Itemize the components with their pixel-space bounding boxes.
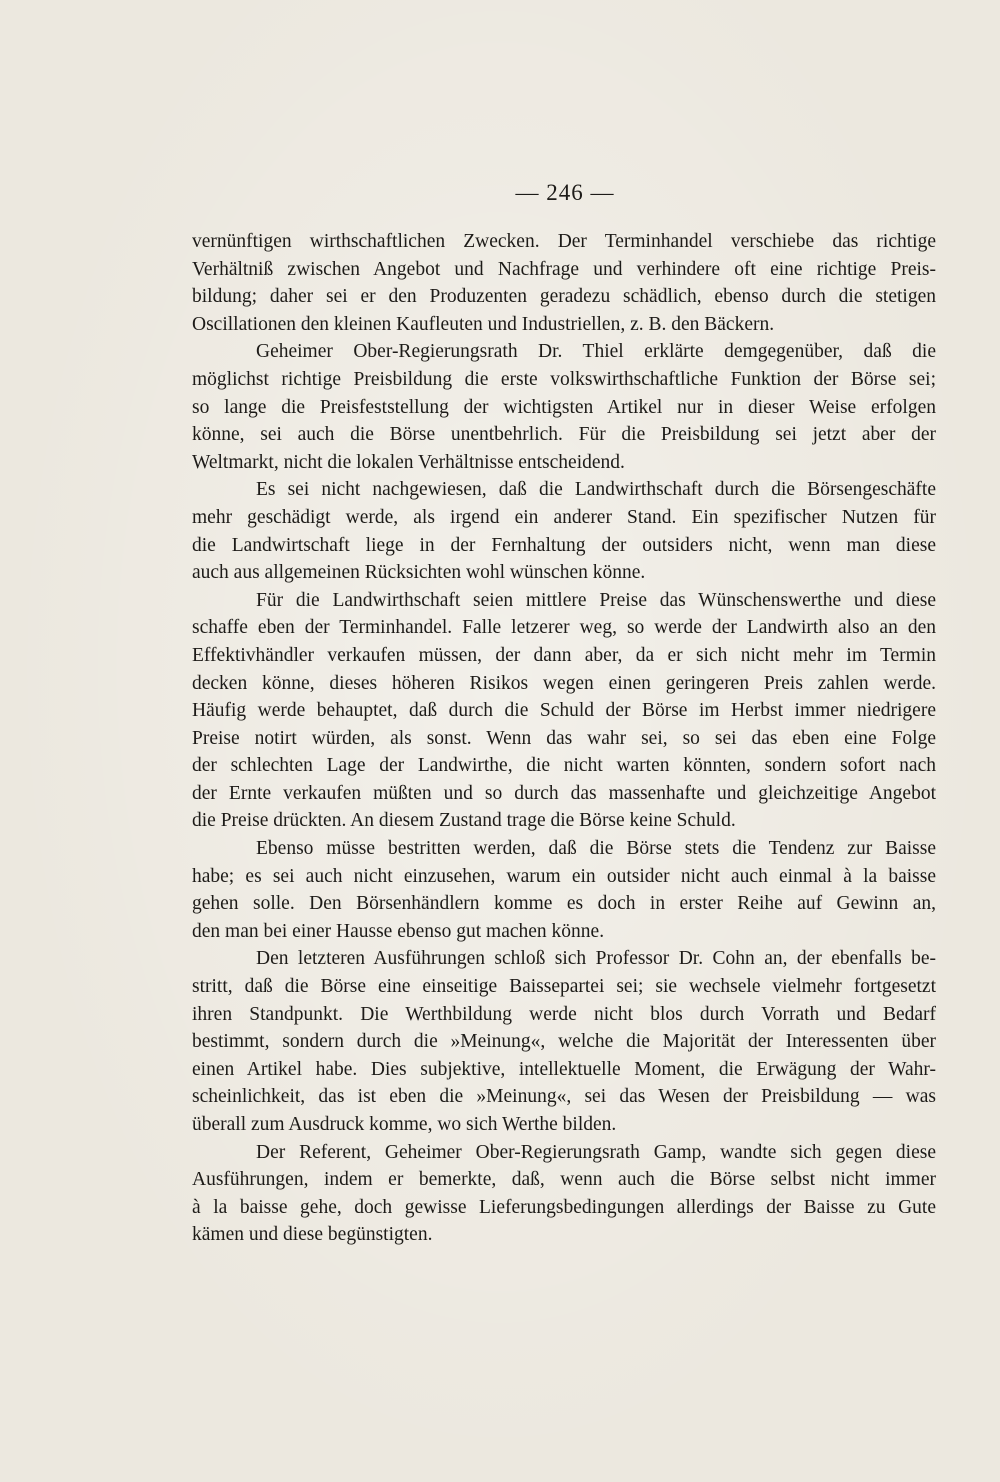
text-line: so lange die Preisfeststellung der wichtigsten Artikel nur in dieser Weise erfolgen: [192, 396, 936, 418]
text-line: scheinlichkeit, das ist eben die »Meinung«, sei das Wesen der Preisbildung — was: [192, 1086, 936, 1108]
page-number: — 246 —: [515, 180, 615, 205]
text-line: Oscillationen den kleinen Kaufleuten und Industriellen, z. B. den Bäckern.: [192, 313, 775, 335]
text-line: die Landwirtschaft liege in der Fernhaltung der outsiders nicht, wenn man diese: [192, 534, 936, 556]
text-line: könne, sei auch die Börse unentbehrlich. Für die Preisbildung sei jetzt aber der: [192, 424, 936, 446]
text-line: Es sei nicht nachgewiesen, daß die Landwirthschaft durch die Börsengeschäfte: [256, 479, 936, 501]
text-line: Der Referent, Geheimer Ober-Regierungsrath Gamp, wandte sich gegen diese: [256, 1141, 936, 1163]
text-line: schaffe eben der Terminhandel. Falle letzerer weg, so werde der Landwirth also an den: [192, 617, 936, 639]
body-text: [192, 228, 936, 1249]
text-line: bestimmt, sondern durch die »Meinung«, welche die Majorität der Interessenten über: [192, 1031, 936, 1053]
text-line: mehr geschädigt werde, als irgend ein anderer Stand. Ein spezifischer Nutzen für: [192, 506, 936, 528]
text-line: der schlechten Lage der Landwirthe, die nicht warten könnten, sondern sofort nach: [192, 755, 936, 777]
text-line: habe; es sei auch nicht einzusehen, warum ein outsider nicht auch einmal à la baisse: [192, 865, 936, 887]
text-line: Ebenso müsse bestritten werden, daß die Börse stets die Tendenz zur Baisse: [256, 838, 936, 860]
text-line: gehen solle. Den Börsenhändlern komme es doch in erster Reihe auf Gewinn an,: [192, 893, 936, 915]
text-line: stritt, daß die Börse eine einseitige Baissepartei sei; sie wechsele vielmehr fortgesetzt: [192, 976, 936, 998]
text-line: vernünftigen wirthschaftlichen Zwecken. Der Terminhandel verschiebe das richtige: [192, 231, 936, 252]
text-line: Effektivhändler verkaufen müssen, der dann aber, da er sich nicht mehr im Termin: [192, 644, 936, 666]
text-line: Den letzteren Ausführungen schloß sich Professor Dr. Cohn an, der ebenfalls be-: [256, 948, 936, 970]
text-line: der Ernte verkaufen müßten und so durch das massenhafte und gleichzeitige Angebot: [192, 782, 936, 804]
text-line: ihren Standpunkt. Die Werthbildung werde nicht blos durch Vorrath und Bedarf: [192, 1003, 936, 1025]
text-line: überall zum Ausdruck komme, wo sich Werthe bilden.: [192, 1114, 617, 1135]
text-line: Verhältniß zwischen Angebot und Nachfrage und verhindere oft eine richtige Preis-: [192, 258, 936, 280]
text-line: einen Artikel habe. Dies subjektive, intellektuelle Moment, die Erwägung der Wahr-: [192, 1058, 936, 1080]
text-line: bildung; daher sei er den Produzenten geradezu schädlich, ebenso durch die stetigen: [192, 286, 936, 308]
text-line: Preise notirt würden, als sonst. Wenn das wahr sei, so sei das eben eine Folge: [192, 727, 936, 749]
text-line: möglichst richtige Preisbildung die erste volkswirthschaftliche Funktion der Börse sei;: [192, 368, 936, 390]
text-line: kämen und diese begünstigten.: [192, 1224, 433, 1246]
text-line: den man bei einer Hausse ebenso gut machen könne.: [192, 920, 605, 942]
text-line: die Preise drückten. An diesem Zustand trage die Börse keine Schuld.: [192, 810, 736, 832]
text-line: Weltmarkt, nicht die lokalen Verhältnisse entscheidend.: [192, 451, 625, 473]
text-line: auch aus allgemeinen Rücksichten wohl wünschen könne.: [192, 562, 646, 584]
text-line: Geheimer Ober-Regierungsrath Dr. Thiel erklärte demgegenüber, daß die: [256, 341, 936, 363]
text-line: Ausführungen, indem er bemerkte, daß, wenn auch die Börse selbst nicht immer: [192, 1169, 936, 1191]
text-line: à la baisse gehe, doch gewisse Lieferungsbedingungen allerdings der Baisse zu Gute: [192, 1196, 936, 1218]
text-line: decken könne, dieses höheren Risikos wegen einen geringeren Preis zahlen werde.: [192, 672, 936, 694]
text-line: Häufig werde behauptet, daß durch die Schuld der Börse im Herbst immer niedrigere: [192, 700, 936, 722]
text-line: Für die Landwirthschaft seien mittlere Preise das Wünschenswerthe und diese: [256, 589, 936, 611]
